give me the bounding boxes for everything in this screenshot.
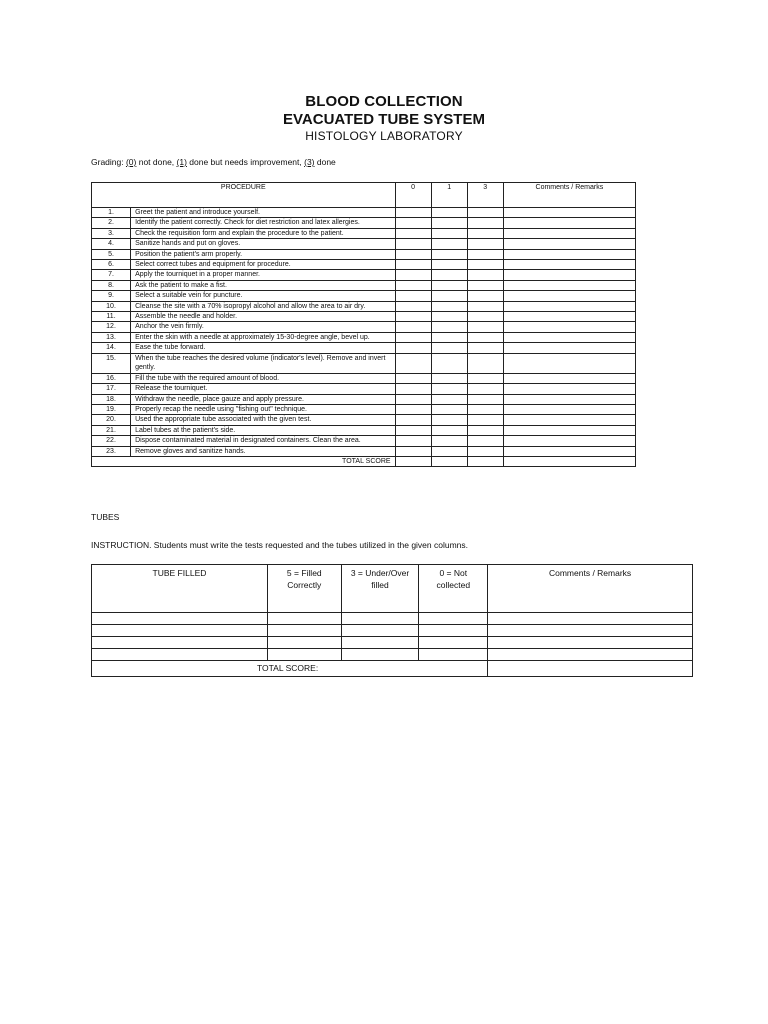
score-3-cell[interactable] <box>467 270 503 280</box>
tube-row <box>92 625 693 637</box>
score-0-cell[interactable] <box>395 280 431 290</box>
step-number: 7. <box>92 270 131 280</box>
not-collected-line2: collected <box>436 580 471 590</box>
score-3-cell[interactable] <box>467 228 503 238</box>
score-1-cell[interactable] <box>431 373 467 383</box>
score-cell[interactable] <box>341 613 419 625</box>
score-cell[interactable] <box>341 649 419 661</box>
tubes-section-label: TUBES <box>91 512 120 522</box>
score-3-cell[interactable] <box>467 260 503 270</box>
remarks-cell[interactable] <box>503 436 635 446</box>
procedure-step-row <box>92 270 636 280</box>
document-title: BLOOD COLLECTION <box>305 93 463 110</box>
total-score-cell[interactable] <box>503 456 635 466</box>
score-0-cell[interactable] <box>395 343 431 353</box>
remarks-cell[interactable] <box>503 384 635 394</box>
tube-total-label: TOTAL SCORE: <box>92 661 488 677</box>
procedure-table <box>91 182 636 467</box>
score-0-cell[interactable] <box>395 384 431 394</box>
procedure-step-row <box>92 343 636 353</box>
score-1-cell[interactable] <box>431 239 467 249</box>
score-1-cell[interactable] <box>431 218 467 228</box>
grade-3: (3) <box>304 157 315 167</box>
score-1-cell[interactable] <box>431 343 467 353</box>
score-0-cell[interactable] <box>395 260 431 270</box>
procedure-step-row <box>92 260 636 270</box>
score-3-cell[interactable] <box>467 446 503 456</box>
step-text: Ask the patient to make a fist. <box>131 280 395 290</box>
procedure-step-row <box>92 291 636 301</box>
remarks-cell[interactable] <box>503 343 635 353</box>
step-number: 1. <box>92 208 131 218</box>
procedure-step-row <box>92 353 636 373</box>
score-3-cell[interactable] <box>467 404 503 414</box>
score-1-cell[interactable] <box>431 322 467 332</box>
step-text: Anchor the vein firmly. <box>131 322 395 332</box>
laboratory-name: HISTOLOGY LABORATORY <box>305 129 463 143</box>
procedure-step-row <box>92 332 636 342</box>
grade-3-text: done <box>314 157 336 167</box>
score-3-cell[interactable] <box>467 208 503 218</box>
step-number: 16. <box>92 373 131 383</box>
remarks-cell[interactable] <box>503 239 635 249</box>
score-0-cell[interactable] <box>395 218 431 228</box>
step-number: 3. <box>92 228 131 238</box>
tube-total-row <box>92 661 693 677</box>
procedure-step-row <box>92 436 636 446</box>
score-0-cell[interactable] <box>395 425 431 435</box>
remarks-cell[interactable] <box>503 291 635 301</box>
score-cell[interactable] <box>419 649 488 661</box>
step-number: 6. <box>92 260 131 270</box>
step-text: Ease the tube forward. <box>131 343 395 353</box>
grade-0: (0) <box>125 157 137 167</box>
under-over-line1: 3 = Under/Over <box>350 568 410 578</box>
score-3-cell[interactable] <box>467 373 503 383</box>
procedure-step-row <box>92 373 636 383</box>
remarks-cell[interactable] <box>503 218 635 228</box>
tube-cell[interactable] <box>92 625 268 637</box>
score-cell[interactable] <box>267 649 341 661</box>
score-0-cell[interactable] <box>395 249 431 259</box>
score-1-cell[interactable] <box>431 208 467 218</box>
tube-cell[interactable] <box>92 613 268 625</box>
tube-cell[interactable] <box>92 649 268 661</box>
score-1-cell[interactable] <box>431 249 467 259</box>
score-1-cell[interactable] <box>431 291 467 301</box>
remarks-cell[interactable] <box>503 301 635 311</box>
step-number: 11. <box>92 312 131 322</box>
step-number: 5. <box>92 249 131 259</box>
remarks-cell[interactable] <box>503 312 635 322</box>
score-1-cell[interactable] <box>431 260 467 270</box>
step-text: Identify the patient correctly. Check for diet restriction and latex allergies. <box>131 218 395 228</box>
score-1-cell[interactable] <box>431 228 467 238</box>
score-0-cell[interactable] <box>395 373 431 383</box>
score-3-cell[interactable] <box>467 343 503 353</box>
remarks-cell[interactable] <box>503 280 635 290</box>
score-1-cell[interactable] <box>431 312 467 322</box>
score-0-cell[interactable] <box>395 446 431 456</box>
score-1-cell[interactable] <box>431 301 467 311</box>
grade-1: (1) <box>176 157 187 167</box>
total-score-cell[interactable] <box>431 456 467 466</box>
score-0-cell[interactable] <box>395 239 431 249</box>
tube-remarks-header: Comments / Remarks <box>488 565 693 613</box>
procedure-step-row <box>92 280 636 290</box>
filled-correctly-line2: Correctly <box>287 580 322 590</box>
step-text: Withdraw the needle, place gauze and apply pressure. <box>131 394 395 404</box>
score-1-cell[interactable] <box>431 280 467 290</box>
step-text: Properly recap the needle using "fishing out" technique. <box>131 404 395 414</box>
step-text: Cleanse the site with a 70% isopropyl alcohol and allow the area to air dry. <box>131 301 395 311</box>
remarks-cell[interactable] <box>503 425 635 435</box>
remarks-cell[interactable] <box>503 353 635 373</box>
remarks-cell[interactable] <box>488 649 693 661</box>
score-0-cell[interactable] <box>395 322 431 332</box>
score-3-cell[interactable] <box>467 239 503 249</box>
instruction-text: INSTRUCTION. Students must write the tests requested and the tubes utilized in the given columns. <box>91 540 469 550</box>
remarks-cell[interactable] <box>503 404 635 414</box>
step-number: 9. <box>92 291 131 301</box>
step-number: 18. <box>92 394 131 404</box>
step-text: Release the tourniquet. <box>131 384 395 394</box>
score-1-cell[interactable] <box>431 404 467 414</box>
procedure-step-row <box>92 322 636 332</box>
score-0-cell[interactable] <box>395 415 431 425</box>
score-1-cell[interactable] <box>431 384 467 394</box>
procedure-step-row <box>92 208 636 218</box>
score-cell[interactable] <box>267 625 341 637</box>
score-cell[interactable] <box>419 625 488 637</box>
remarks-cell[interactable] <box>503 270 635 280</box>
tube-row <box>92 649 693 661</box>
score-1-cell[interactable] <box>431 415 467 425</box>
step-text: Remove gloves and sanitize hands. <box>131 446 395 456</box>
procedure-step-row <box>92 239 636 249</box>
step-text: Enter the skin with a needle at approximately 15-30-degree angle, bevel up. <box>131 332 395 342</box>
step-text: Select a suitable vein for puncture. <box>131 291 395 301</box>
score-3-cell[interactable] <box>467 353 503 373</box>
step-number: 17. <box>92 384 131 394</box>
score-0-cell[interactable] <box>395 270 431 280</box>
score-3-cell[interactable] <box>467 384 503 394</box>
remarks-cell[interactable] <box>488 613 693 625</box>
filled-correctly-header <box>267 565 341 613</box>
step-text: Used the appropriate tube associated with the given test. <box>131 415 395 425</box>
score-1-cell[interactable] <box>431 425 467 435</box>
score-3-cell[interactable] <box>467 436 503 446</box>
score-cell[interactable] <box>267 613 341 625</box>
tube-row <box>92 613 693 625</box>
tube-total-cell[interactable] <box>488 661 693 677</box>
remarks-cell[interactable] <box>503 394 635 404</box>
under-over-line2: filled <box>371 580 389 590</box>
procedure-total-label: TOTAL SCORE <box>92 456 396 466</box>
filled-correctly-line1: 5 = Filled <box>286 568 322 578</box>
step-number: 20. <box>92 415 131 425</box>
procedure-step-row <box>92 384 636 394</box>
procedure-step-row <box>92 425 636 435</box>
score-1-cell[interactable] <box>431 353 467 373</box>
step-number: 23. <box>92 446 131 456</box>
score-0-cell[interactable] <box>395 353 431 373</box>
step-number: 19. <box>92 404 131 414</box>
score-1-cell[interactable] <box>431 270 467 280</box>
document-subtitle: EVACUATED TUBE SYSTEM <box>283 111 485 128</box>
tube-filled-header: TUBE FILLED <box>92 565 268 613</box>
procedure-step-row <box>92 228 636 238</box>
grade-0-text: not done, <box>136 157 177 167</box>
step-number: 14. <box>92 343 131 353</box>
procedure-step-row <box>92 218 636 228</box>
score-3-header: 3 <box>467 183 503 208</box>
score-0-cell[interactable] <box>395 228 431 238</box>
step-number: 15. <box>92 353 131 373</box>
remarks-header: Comments / Remarks <box>503 183 635 208</box>
tube-cell[interactable] <box>92 637 268 649</box>
step-text: Dispose contaminated material in designated containers. Clean the area. <box>131 436 395 446</box>
remarks-cell[interactable] <box>503 415 635 425</box>
score-0-cell[interactable] <box>395 291 431 301</box>
step-number: 13. <box>92 332 131 342</box>
score-cell[interactable] <box>419 637 488 649</box>
grading-legend <box>91 157 336 167</box>
score-1-cell[interactable] <box>431 394 467 404</box>
tube-table <box>91 564 693 677</box>
remarks-cell[interactable] <box>503 260 635 270</box>
step-text: Greet the patient and introduce yourself. <box>131 208 395 218</box>
score-0-cell[interactable] <box>395 301 431 311</box>
score-cell[interactable] <box>419 613 488 625</box>
score-3-cell[interactable] <box>467 218 503 228</box>
score-3-cell[interactable] <box>467 415 503 425</box>
tube-header-row <box>92 565 693 613</box>
procedure-step-row <box>92 312 636 322</box>
score-3-cell[interactable] <box>467 312 503 322</box>
score-3-cell[interactable] <box>467 332 503 342</box>
score-3-cell[interactable] <box>467 394 503 404</box>
score-0-cell[interactable] <box>395 394 431 404</box>
score-0-cell[interactable] <box>395 436 431 446</box>
remarks-cell[interactable] <box>503 322 635 332</box>
score-cell[interactable] <box>267 637 341 649</box>
procedure-step-row <box>92 415 636 425</box>
score-3-cell[interactable] <box>467 249 503 259</box>
step-number: 8. <box>92 280 131 290</box>
score-0-cell[interactable] <box>395 404 431 414</box>
score-3-cell[interactable] <box>467 280 503 290</box>
procedure-step-row <box>92 404 636 414</box>
procedure-step-row <box>92 394 636 404</box>
step-text: Sanitize hands and put on gloves. <box>131 239 395 249</box>
score-0-header: 0 <box>395 183 431 208</box>
remarks-cell[interactable] <box>488 625 693 637</box>
step-text: Position the patient's arm properly. <box>131 249 395 259</box>
remarks-cell[interactable] <box>503 249 635 259</box>
tube-row <box>92 637 693 649</box>
step-number: 21. <box>92 425 131 435</box>
step-text: Check the requisition form and explain the procedure to the patient. <box>131 228 395 238</box>
step-text: When the tube reaches the desired volume (indicator's level). Remove and invert gently. <box>131 353 395 373</box>
procedure-header: PROCEDURE <box>92 183 396 208</box>
score-0-cell[interactable] <box>395 332 431 342</box>
score-3-cell[interactable] <box>467 322 503 332</box>
step-number: 12. <box>92 322 131 332</box>
procedure-step-row <box>92 446 636 456</box>
step-number: 4. <box>92 239 131 249</box>
score-1-header: 1 <box>431 183 467 208</box>
step-number: 2. <box>92 218 131 228</box>
score-1-cell[interactable] <box>431 436 467 446</box>
total-score-cell[interactable] <box>467 456 503 466</box>
score-3-cell[interactable] <box>467 301 503 311</box>
procedure-step-row <box>92 301 636 311</box>
total-score-cell[interactable] <box>395 456 431 466</box>
score-1-cell[interactable] <box>431 446 467 456</box>
remarks-cell[interactable] <box>488 637 693 649</box>
step-text: Select correct tubes and equipment for procedure. <box>131 260 395 270</box>
score-3-cell[interactable] <box>467 291 503 301</box>
score-3-cell[interactable] <box>467 425 503 435</box>
step-text: Assemble the needle and holder. <box>131 312 395 322</box>
score-cell[interactable] <box>341 637 419 649</box>
step-text: Label tubes at the patient's side. <box>131 425 395 435</box>
grading-label: Grading: <box>91 157 126 167</box>
step-text: Fill the tube with the required amount of blood. <box>131 373 395 383</box>
score-0-cell[interactable] <box>395 208 431 218</box>
remarks-cell[interactable] <box>503 332 635 342</box>
score-1-cell[interactable] <box>431 332 467 342</box>
not-collected-line1: 0 = Not <box>439 568 468 578</box>
remarks-cell[interactable] <box>503 228 635 238</box>
score-cell[interactable] <box>341 625 419 637</box>
remarks-cell[interactable] <box>503 373 635 383</box>
score-0-cell[interactable] <box>395 312 431 322</box>
remarks-cell[interactable] <box>503 446 635 456</box>
remarks-cell[interactable] <box>503 208 635 218</box>
not-collected-header <box>419 565 488 613</box>
procedure-header-row <box>92 183 636 208</box>
step-number: 10. <box>92 301 131 311</box>
under-over-header <box>341 565 419 613</box>
procedure-step-row <box>92 249 636 259</box>
procedure-total-row <box>92 456 636 466</box>
grade-1-text: done but needs improvement, <box>186 157 305 167</box>
step-number: 22. <box>92 436 131 446</box>
step-text: Apply the tourniquet in a proper manner. <box>131 270 395 280</box>
